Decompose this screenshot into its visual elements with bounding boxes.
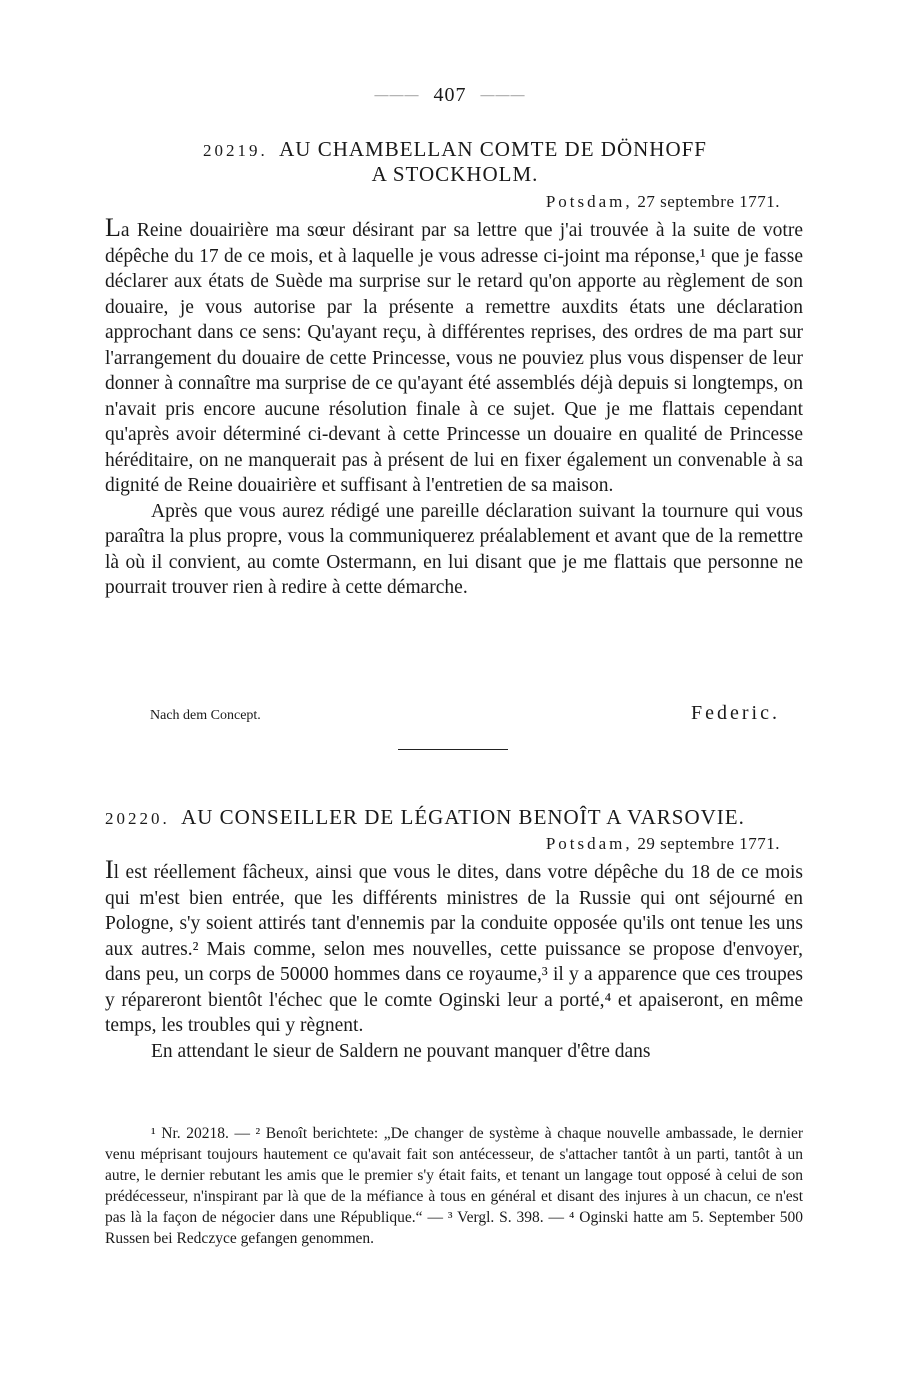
letter-1-dateline	[546, 192, 780, 212]
letter-2-heading	[105, 804, 805, 832]
letter-2-title-line1: AU CONSEILLER DE LÉGATION BENOÎT A VARSOVIE.	[181, 805, 745, 829]
letter-1-body	[105, 215, 803, 601]
page-number: 407	[433, 84, 467, 106]
letter-2-paragraph-2: En attendant le sieur de Saldern ne pouvant manquer d'être dans	[151, 1040, 651, 1062]
footnotes	[105, 1123, 803, 1249]
header-dash-right: ———	[480, 88, 526, 104]
letter-1-paragraph-1	[105, 215, 803, 499]
letter-2-date: 29 septembre 1771.	[637, 834, 780, 853]
footnotes-text: ¹ Nr. 20218. — ² Benoît berichtete: „De changer de système à chaque nouvelle ambassade, le dernier venu méprisant toujours hautement ce qu'avait fait son antécesseur, de s'attacher tantôt à un parti, tantôt à un autre, le dernier rebutant les amis que le premier s'y était faits, et tenant un langage tout opposé à celui de son prédécesseur, n'inspirant par là que de la méfiance à tous en général et disant des injures à un chacun, ce n'est pas là la façon de négocier dans une République.“ — ³ Vergl. S. 398. — ⁴ Oginski hatte am 5. September 500 Russen bei Redczyce gefangen genommen.	[105, 1125, 803, 1247]
letter-2-place: Potsdam,	[545, 834, 633, 853]
letter-1-place: Potsdam,	[545, 192, 633, 211]
letter-1-initial: L	[105, 213, 121, 242]
header-dash-left: ———	[374, 88, 420, 104]
letter-1-paragraph-1-text: a Reine douairière ma sœur désirant par sa lettre que j'ai trouvée à la suite de votre dépêche du 17 de ce mois, et à laquelle je vous adresse ci-joint ma réponse,¹ que je fasse déclarer aux états de Suède ma surprise sur le retard qu'on apporte au règlement de son douaire, je vous autorise par la présente a remettre auxdits états une déclaration approchant dans ce sens: Qu'ayant reçu, à différentes reprises, des ordres de ma part sur l'arrangement du douaire de cette Princesse, vous ne pouviez plus vous dispenser de leur donner à connaître ma surprise de ce qu'ayant été assemblés déjà depuis si longtemps, on n'avait pris encore aucune résolution finale à ce sujet. Que je me flattais cependant qu'après avoir déterminé ci-devant à cette Princesse un douaire en qualité de Princesse héréditaire, on ne manquerait pas à présent de lui en fixer également un convenable à sa dignité de Reine douairière et suffisant à l'entretien de sa maison.	[105, 220, 803, 496]
letter-1-source-note: Nach dem Concept.	[150, 708, 261, 723]
letter-1-signature: Federic.	[691, 702, 780, 724]
page-number-header	[0, 84, 900, 107]
letter-2-paragraph-1-text: l est réellement fâcheux, ainsi que vous le dites, dans votre dépêche du 18 de ce mois qui m'est bien entrée, que les différents ministres de la Russie qui ont séjourné en Pologne, s'y soient attirés tant d'ennemis par la conduite opposée qu'ils ont tenue les uns aux autres.² Mais comme, selon mes nouvelles, cette puissance se propose d'envoyer, dans peu, un corps de 50000 hommes dans ce royaume,³ il y a apparence que ces troupes y répareront bientôt l'échec que le comte Oginski leur a porté,⁴ et apaiseront, en même temps, les troubles qui y règnent.	[105, 862, 803, 1036]
letter-2-body	[105, 857, 803, 1064]
letter-1-title-line2: A STOCKHOLM.	[371, 162, 539, 186]
section-divider	[398, 749, 508, 750]
letter-2-paragraph-1	[105, 857, 803, 1039]
letter-1-heading	[105, 136, 805, 164]
letter-2-initial: I	[105, 855, 114, 884]
letter-2-dateline	[546, 834, 780, 854]
letter-2-number: 20220.	[105, 809, 170, 828]
letter-1-title-line1: AU CHAMBELLAN COMTE DE DÖNHOFF	[279, 137, 707, 161]
letter-1-number: 20219.	[203, 141, 268, 160]
letter-1-date: 27 septembre 1771.	[637, 192, 780, 211]
letter-1-paragraph-2: Après que vous aurez rédigé une pareille déclaration suivant la tournure qui vous paraîtra la plus propre, vous la communiquerez préalablement et avant que de la remettre là où il convient, au comte Ostermann, en lui disant que je me flattais que personne ne pourrait trouver rien à redire à cette démarche.	[105, 500, 803, 598]
